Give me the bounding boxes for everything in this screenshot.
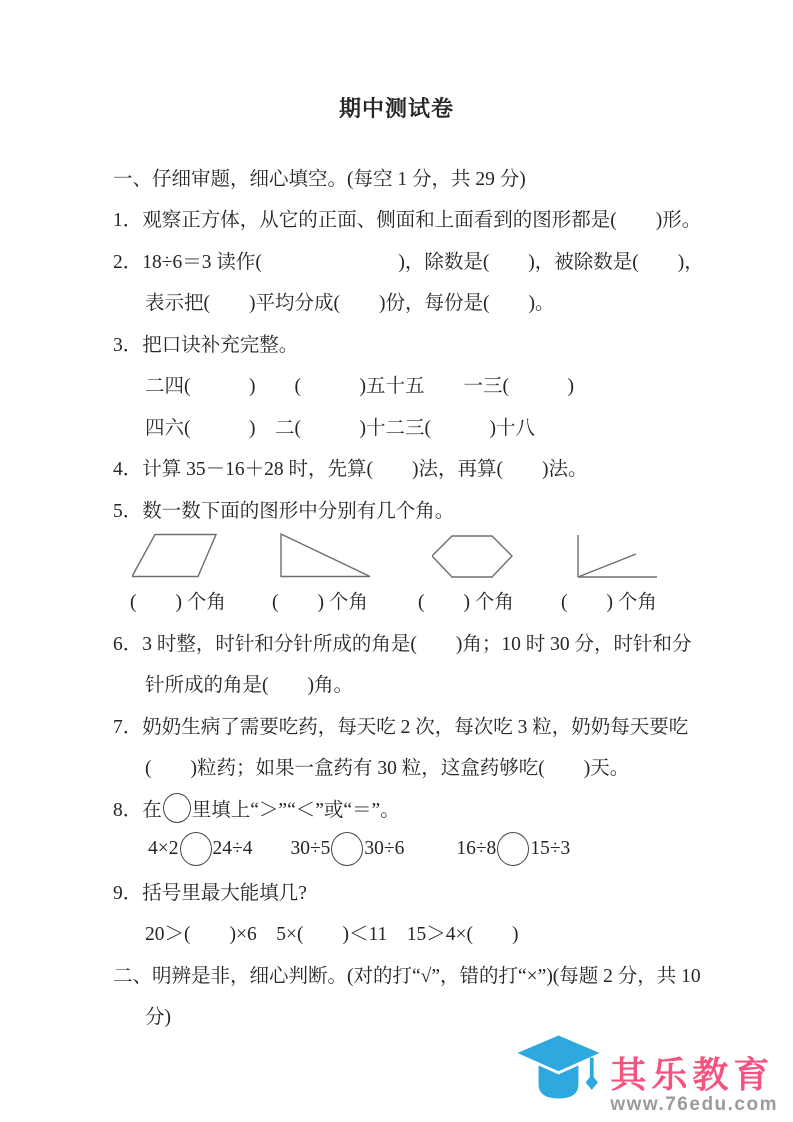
- right-triangle-shape: [280, 533, 371, 578]
- comparison-left: 30÷5: [290, 838, 331, 860]
- comparison-right: 24÷4: [212, 838, 253, 860]
- paper-body: [0, 156, 793, 1036]
- section-2-heading-line-2: 分): [145, 1007, 171, 1029]
- question-7-line-1: 7．奶奶生病了需要吃药，每天吃 2 次，每次吃 3 粒，奶奶每天要吃: [113, 716, 689, 738]
- comparison-circle: [163, 793, 191, 823]
- question-2-line-1: 2．18÷6＝3 读作( )，除数是( )，被除数是( )，: [113, 251, 704, 273]
- angle-count-blank: ( ) 个角: [272, 592, 368, 614]
- comparison-item: [148, 832, 252, 866]
- question-9-equations: 20＞( )×6 5×( )＜11 15＞4×( ): [145, 924, 519, 946]
- angle-count-blank: ( ) 个角: [418, 592, 514, 614]
- parallelogram-shape: [132, 533, 217, 578]
- brand-name: 其乐教育: [610, 1054, 775, 1095]
- question-5-answer-labels: [0, 580, 793, 622]
- comparison-item: [290, 832, 404, 866]
- angle-count-blank: ( ) 个角: [561, 592, 657, 614]
- three-ray-angle-shape: [575, 532, 659, 578]
- comparison-circle: [497, 832, 529, 866]
- question-3-row-2: 四六( ) 二( )十二三( )十八: [145, 417, 535, 439]
- question-5: 5．数一数下面的图形中分别有几个角。: [113, 500, 455, 522]
- comparison-circle: [331, 832, 363, 866]
- question-8-suffix: 里填上“＞”“＜”或“＝”。: [191, 799, 400, 821]
- brand-footer: [511, 1031, 778, 1116]
- hexagon-shape: [432, 535, 513, 578]
- question-3: 3．把口诀补充完整。: [113, 334, 299, 356]
- question-6-line-2: 针所成的角是( )角。: [145, 675, 353, 697]
- question-9: 9．括号里最大能填几?: [113, 882, 307, 904]
- brand-text-block: [610, 1056, 778, 1116]
- brand-url: www.76edu.com: [610, 1094, 778, 1115]
- comparison-circle: [180, 832, 212, 866]
- graduation-cap-icon: [511, 1031, 606, 1114]
- question-1: 1．观察正方体，从它的正面、侧面和上面看到的图形都是( )形。: [113, 210, 702, 232]
- page-title: 期中测试卷: [338, 96, 454, 121]
- comparison-right: 30÷6: [364, 838, 405, 860]
- angle-count-blank: ( ) 个角: [130, 592, 226, 614]
- question-2-line-2: 表示把( )平均分成( )份，每份是( )。: [145, 293, 555, 315]
- question-8: [0, 787, 793, 829]
- section-1-heading: 一、仔细审题，细心填空。(每空 1 分，共 29 分): [113, 168, 526, 190]
- question-6-line-1: 6．3 时整，时针和分针所成的角是( )角；10 时 30 分，时针和分: [113, 633, 692, 655]
- comparison-right: 15÷3: [530, 838, 571, 860]
- section-2-heading-line-1: 二、明辨是非，细心判断。(对的打“√”，错的打“×”)(每题 2 分，共 10: [113, 965, 701, 987]
- comparison-left: 4×2: [148, 838, 179, 860]
- question-8-comparisons-row: [0, 829, 793, 871]
- question-4: 4．计算 35－16＋28 时，先算( )法，再算( )法。: [113, 459, 588, 481]
- question-8-prefix: 8．在: [113, 799, 162, 821]
- comparison-item: [456, 832, 570, 866]
- question-3-row-1: 二四( ) ( )五十五 一三( ): [145, 376, 574, 398]
- comparison-left: 16÷8: [456, 838, 497, 860]
- question-5-shapes-row: [0, 530, 793, 580]
- question-7-line-2: ( )粒药；如果一盒药有 30 粒，这盒药够吃( )天。: [145, 758, 630, 780]
